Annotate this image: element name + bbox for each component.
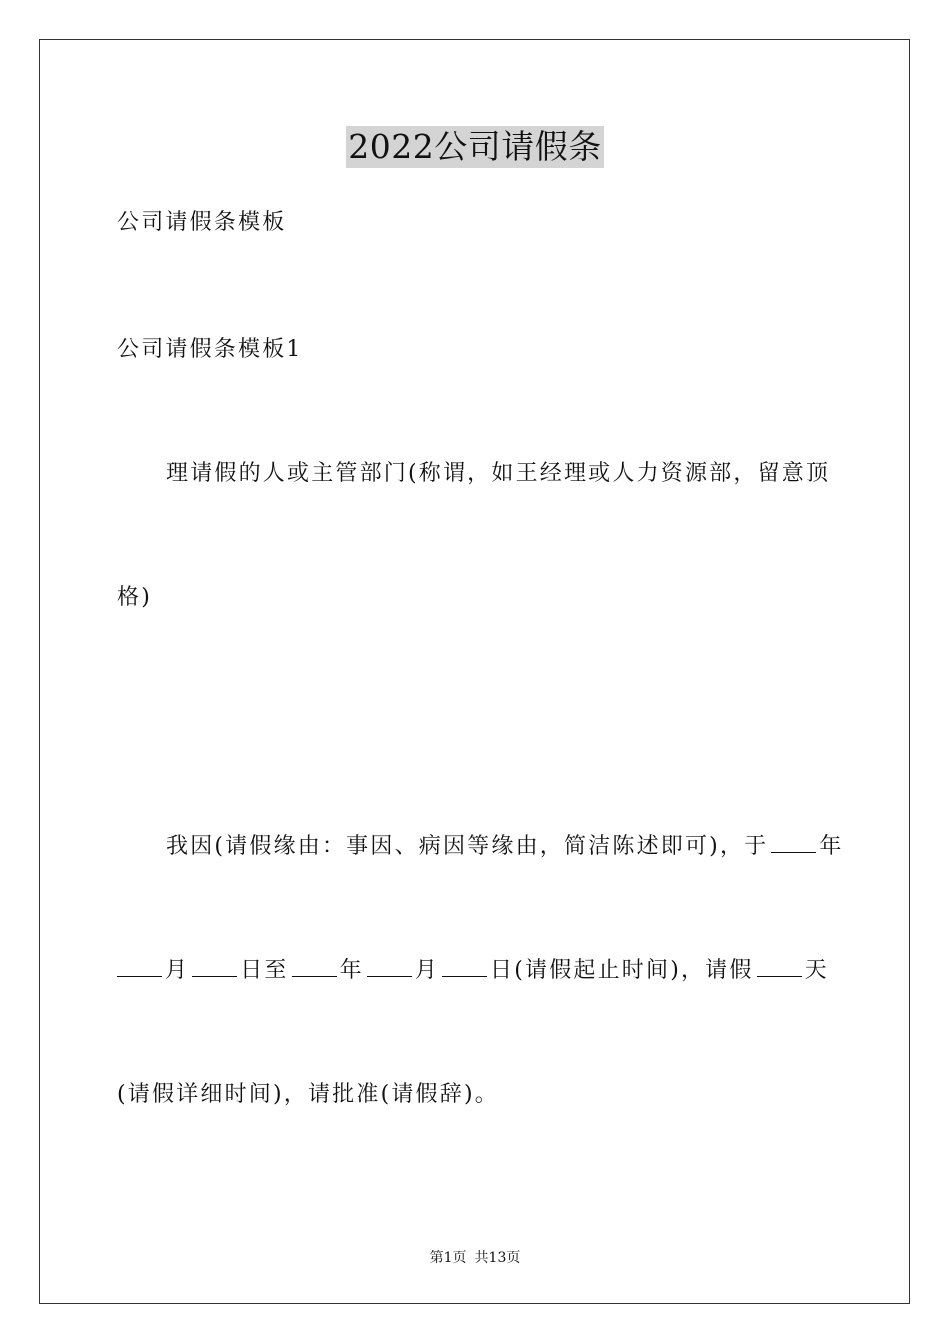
paragraph-2-line-3: (请假详细时间)，请批准(请假辞)。 bbox=[117, 1082, 499, 1107]
paragraph-1-line-1: 理请假的人或主管部门(称谓，如王经理或人力资源部，留意顶 bbox=[166, 461, 831, 486]
page-footer bbox=[0, 1248, 950, 1268]
day-range-label: 日(请假起止时间)，请假 bbox=[490, 958, 754, 983]
paragraph-1-line-2: 格) bbox=[117, 585, 152, 610]
page-total: 共13页 bbox=[474, 1250, 521, 1266]
start-day-blank[interactable] bbox=[192, 956, 237, 977]
title-container bbox=[0, 126, 950, 168]
paragraph-2-line-2 bbox=[117, 956, 837, 986]
leave-reason-text: 我因(请假缘由：事因、病因等缘由，简洁陈述即可)，于 bbox=[166, 834, 769, 859]
year-label-2: 年 bbox=[339, 958, 364, 983]
days-label: 天 bbox=[804, 958, 829, 983]
paragraph-2-line-1 bbox=[166, 832, 886, 862]
end-day-blank[interactable] bbox=[442, 956, 487, 977]
day-to-label: 日至 bbox=[240, 958, 289, 983]
document-title: 2022公司请假条 bbox=[348, 127, 602, 166]
start-year-blank[interactable] bbox=[771, 832, 816, 853]
start-month-blank[interactable] bbox=[117, 956, 162, 977]
end-month-blank[interactable] bbox=[367, 956, 412, 977]
subheading: 公司请假条模板1 bbox=[117, 337, 303, 362]
year-label: 年 bbox=[819, 834, 844, 859]
page-number: 第1页 bbox=[429, 1250, 467, 1266]
days-count-blank[interactable] bbox=[757, 956, 802, 977]
end-year-blank[interactable] bbox=[292, 956, 337, 977]
month-label-1: 月 bbox=[165, 958, 190, 983]
month-label-2: 月 bbox=[414, 958, 440, 983]
heading: 公司请假条模板 bbox=[117, 210, 287, 235]
